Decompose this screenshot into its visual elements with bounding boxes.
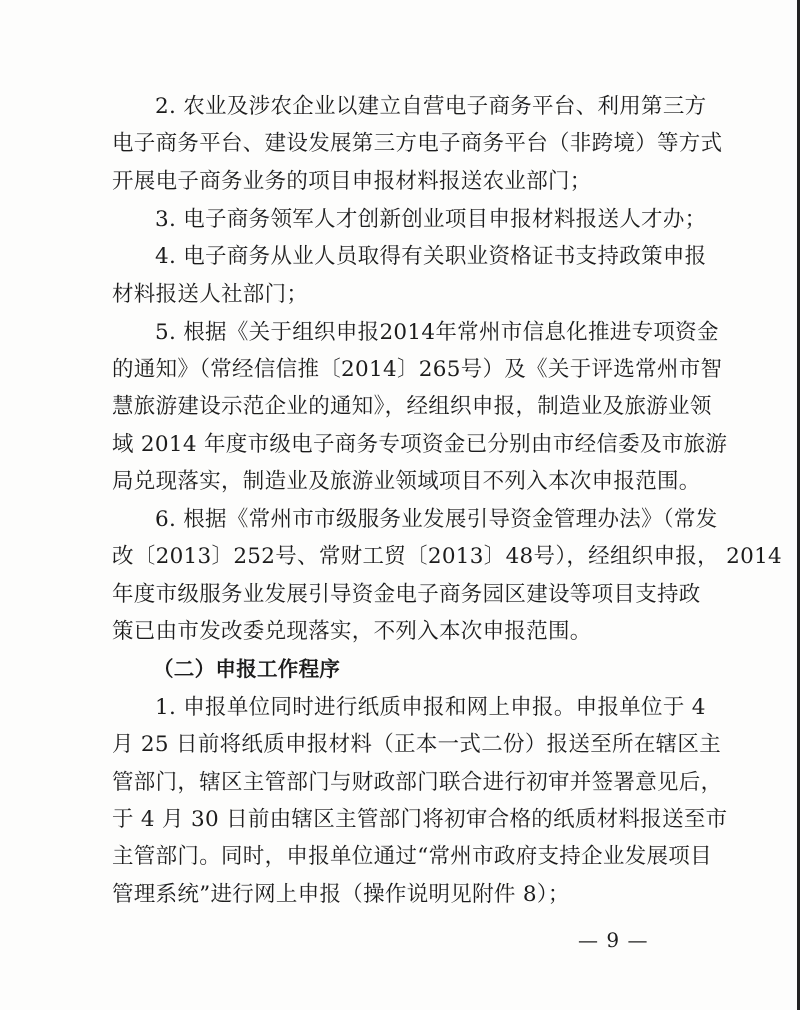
text-line: 5. 根据《关于组织申报2014年常州市信息化推进专项资金 [155,319,719,345]
paragraph-item-5 [112,314,728,501]
section-title: （二）申报工作程序 [153,657,341,682]
text-line: 1. 申报单位同时进行纸质申报和网上申报。申报单位于 4 [155,694,706,720]
text-line: 2. 农业及涉农企业以建立自营电子商务平台、利用第三方 [155,94,707,119]
text-line: 3. 电子商务领军人才创新创业项目申报材料报送人才办； [155,206,707,232]
text-line: 的通知》（常经信信推〔2014〕265号）及《关于评选常州市智 [112,357,723,383]
text-line: 4. 电子商务从业人员取得有关职业资格证书支持政策申报 [155,244,707,270]
text-line: 6. 根据《常州市市级服务业发展引导资金管理办法》（常发 [155,507,718,533]
text-line: 电子商务平台、建设发展第三方电子商务平台（非跨境）等方式 [112,131,723,157]
paragraph-item-4 [112,238,707,313]
text-line: 管理系统”进行网上申报（操作说明见附件 8）； [112,881,570,907]
paragraph-item-3 [112,201,707,238]
text-line: 改〔2013〕252号、常财工贸〔2013〕48号），经组织申报， 2014 [112,544,783,570]
text-line: 材料报送人社部门； [112,281,309,307]
text-line: 域 2014 年度市级电子商务专项资金已分别由市经信委及市旅游 [112,431,728,457]
paragraph-item-6 [112,501,783,651]
text-line: 慧旅游建设示范企业的通知》，经组织申报，制造业及旅游业领 [112,394,712,420]
text-line: 局兑现落实，制造业及旅游业领域项目不列入本次申报范围。 [112,469,701,495]
text-line: 策已由市发改委兑现落实，不列入本次申报范围。 [112,619,592,645]
paragraph-item-2 [112,88,723,200]
paragraph-step-1 [112,689,728,913]
text-line: 于 4 月 30 日前由辖区主管部门将初审合格的纸质材料报送至市 [112,807,728,833]
text-line: 月 25 日前将纸质申报材料（正本一式二份）报送至所在辖区主 [112,732,722,758]
text-line: 年度市级服务业发展引导资金电子商务园区建设等项目支持政 [112,581,701,607]
text-line: 开展电子商务业务的项目申报材料报送农业部门； [112,168,592,194]
body-text [112,88,783,914]
text-line: 主管部门。同时，申报单位通过“常州市政府支持企业发展项目 [112,844,712,870]
text-line: 管部门，辖区主管部门与财政部门联合进行初审并签署意见后， [112,769,723,795]
page-number: — 9 — [578,928,649,952]
section-heading [112,651,687,688]
